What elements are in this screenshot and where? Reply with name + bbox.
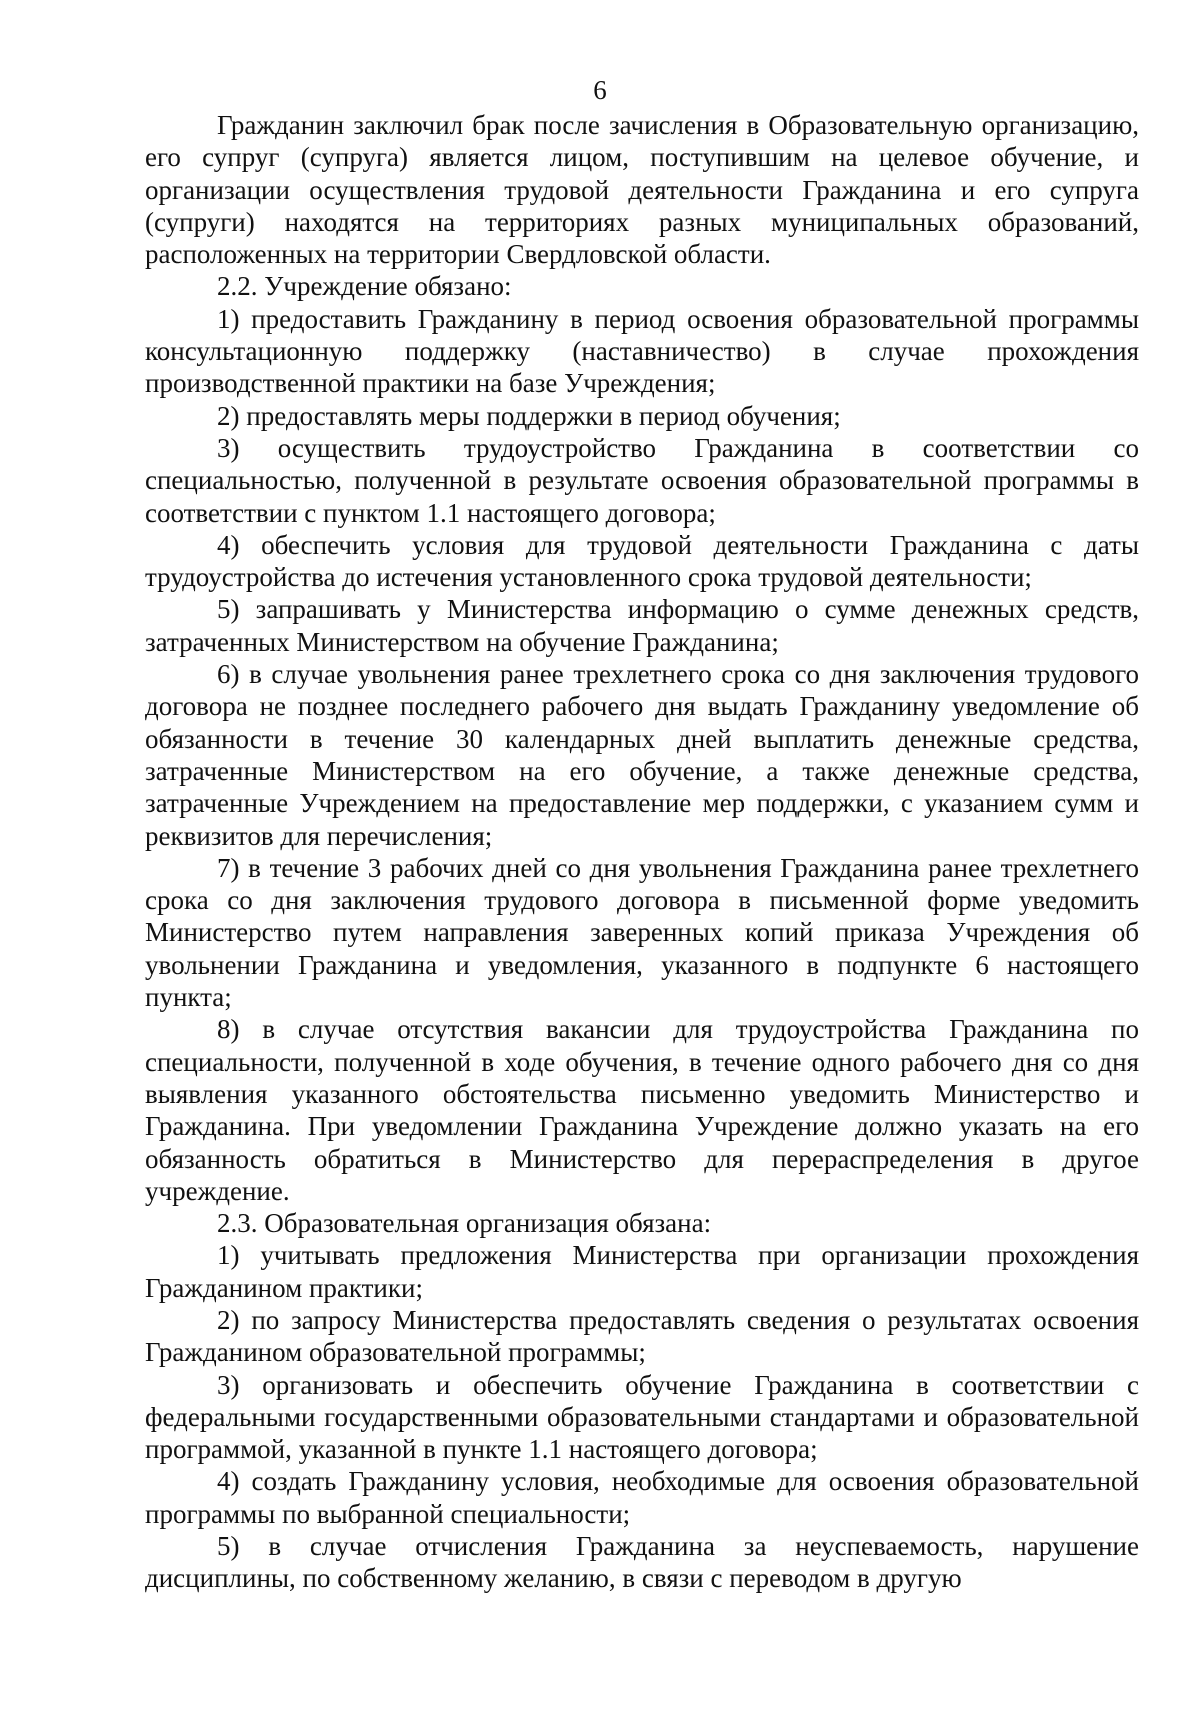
list-item: 8) в случае отсутствия вакансии для трудоустройства Гражданина по специальности, полученной в ходе обучения, в течение одного рабочего дня со дня выявления указанного обстоятельства письменно уведомить Министерство и Гражданина. При уведомлении Гражданина Учреждение должно указать на его обязанность обратиться в Министерство для перераспределения в другое учреждение. [145, 1014, 1139, 1206]
section-heading: 2.2. Учреждение обязано: [217, 271, 512, 302]
list-item: 1) учитывать предложения Министерства при организации прохождения Гражданином практики; [145, 1240, 1139, 1303]
list-item: 2) предоставлять меры поддержки в период обучения; [217, 400, 841, 431]
list-item: 3) осуществить трудоустройство Гражданина в соответствии со специальностью, полученной в результате освоения образовательной программы в соответствии с пунктом 1.1 настоящего договора; [145, 432, 1139, 528]
list-item: 5) запрашивать у Министерства информацию о сумме денежных средств, затраченных Министерством на обучение Гражданина; [145, 594, 1139, 657]
list-item: 3) организовать и обеспечить обучение Гражданина в соответствии с федеральными государственными образовательными стандартами и образовательной программой, указанной в пункте 1.1 настоящего договора; [145, 1369, 1139, 1465]
list-item: 4) обеспечить условия для трудовой деятельности Гражданина с даты трудоустройства до истечения установленного срока трудовой деятельности; [145, 529, 1139, 593]
list-item: 5) в случае отчисления Гражданина за неуспеваемость, нарушение дисциплины, по собственному желанию, в связи с переводом в другую [145, 1531, 1139, 1594]
paragraph: Гражданин заключил брак после зачисления в Образовательную организацию, его супруг (супруга) является лицом, поступившим на целевое обучение, и организации осуществления трудовой деятельности Гражданина и его супруга (супруги) находятся на территориях разных муниципальных образований, расположенных на территории Свердловской области. [145, 110, 1139, 270]
page-number: 6 [593, 75, 607, 105]
section-heading: 2.3. Образовательная организация обязана: [217, 1208, 712, 1239]
list-item: 4) создать Гражданину условия, необходимые для освоения образовательной программы по выбранной специальности; [145, 1466, 1139, 1529]
list-item: 2) по запросу Министерства предоставлять сведения о результатах освоения Гражданином образовательной программы; [145, 1304, 1139, 1368]
list-item: 6) в случае увольнения ранее трехлетнего срока со дня заключения трудового договора не позднее последнего рабочего дня выдать Гражданину уведомление об обязанности в течение 30 календарных дней выплатить денежные средства, затраченные Министерством на его обучение, а также денежные средства, затраченные Учреждением на предоставление мер поддержки, с указанием сумм и реквизитов для перечисления; [145, 659, 1139, 851]
document-body [145, 109, 1139, 1595]
list-item: 7) в течение 3 рабочих дней со дня увольнения Гражданина ранее трехлетнего срока со дня заключения трудового договора в письменной форме уведомить Министерство путем направления заверенных копий приказа Учреждения об увольнении Гражданина и уведомления, указанного в подпункте 6 настоящего пункта; [145, 852, 1139, 1013]
list-item: 1) предоставить Гражданину в период освоения образовательной программы консультационную поддержку (наставничество) в случае прохождения производственной практики на базе Учреждения; [145, 303, 1139, 399]
